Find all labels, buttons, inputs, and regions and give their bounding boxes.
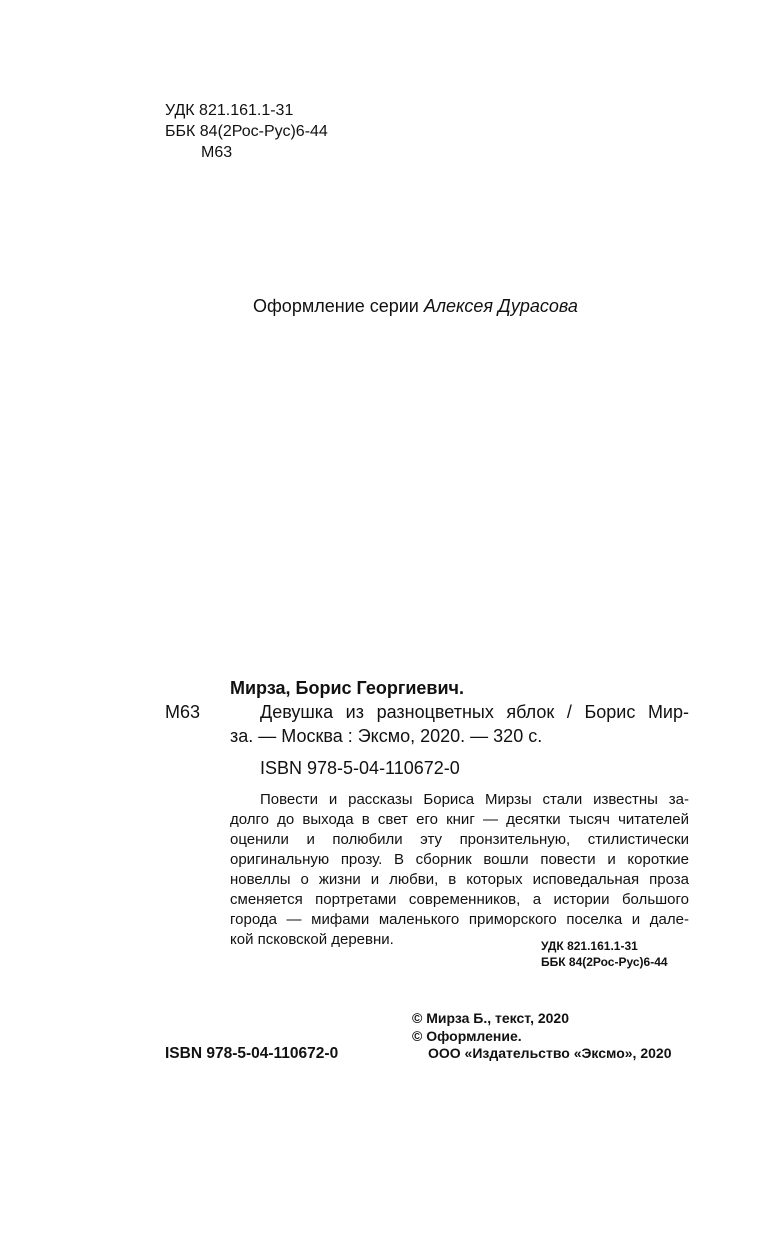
- annotation-line: Повести и рассказы Бориса Мирзы стали известны за-: [260, 791, 689, 808]
- header-author-code: М63: [201, 144, 233, 161]
- footer-isbn: ISBN 978-5-04-110672-0: [165, 1045, 339, 1062]
- bib-title-line-1: Девушка из разноцветных яблок / Борис Мир-: [260, 702, 689, 722]
- annotation-line: оригинальную прозу. В сборник вошли повести и короткие: [230, 851, 689, 868]
- publisher-copyright: ООО «Издательство «Эксмо», 2020: [428, 1045, 672, 1061]
- bib-title-line-2: за. — Москва : Эксмо, 2020. — 320 с.: [230, 726, 543, 746]
- annotation-line: оценили и полюбили эту пронзительную, стилистически: [230, 831, 689, 848]
- header-udk: УДК 821.161.1-31: [165, 102, 294, 119]
- annotation-bbk: ББК 84(2Рос-Рус)6-44: [541, 955, 668, 969]
- copyright-text: © Мирза Б., текст, 2020: [412, 1010, 570, 1026]
- annotation-line: кой псковской деревни.: [230, 931, 394, 948]
- bib-author-code: М63: [165, 702, 201, 722]
- bib-author: Мирза, Борис Георгиевич.: [230, 678, 464, 698]
- copyright-design: © Оформление.: [412, 1028, 522, 1044]
- annotation-line: города — мифами маленького приморского поселка и дале-: [230, 911, 689, 928]
- annotation-line: долго до выхода в свет его книг — десятки тысяч читателей: [230, 811, 689, 828]
- annotation-line: новеллы о жизни и любви, в которых исповедальная проза: [230, 871, 689, 888]
- annotation-line: сменяется портретами современников, а истории большого: [230, 891, 689, 908]
- series-designer-name: Алексея Дурасова: [423, 296, 578, 316]
- series-design-label: Оформление серии: [253, 296, 419, 316]
- annotation-udk: УДК 821.161.1-31: [541, 939, 638, 953]
- header-bbk: ББК 84(2Рос-Рус)6-44: [165, 123, 328, 140]
- bib-isbn: ISBN 978-5-04-110672-0: [260, 758, 460, 778]
- series-design-credit: [253, 296, 578, 317]
